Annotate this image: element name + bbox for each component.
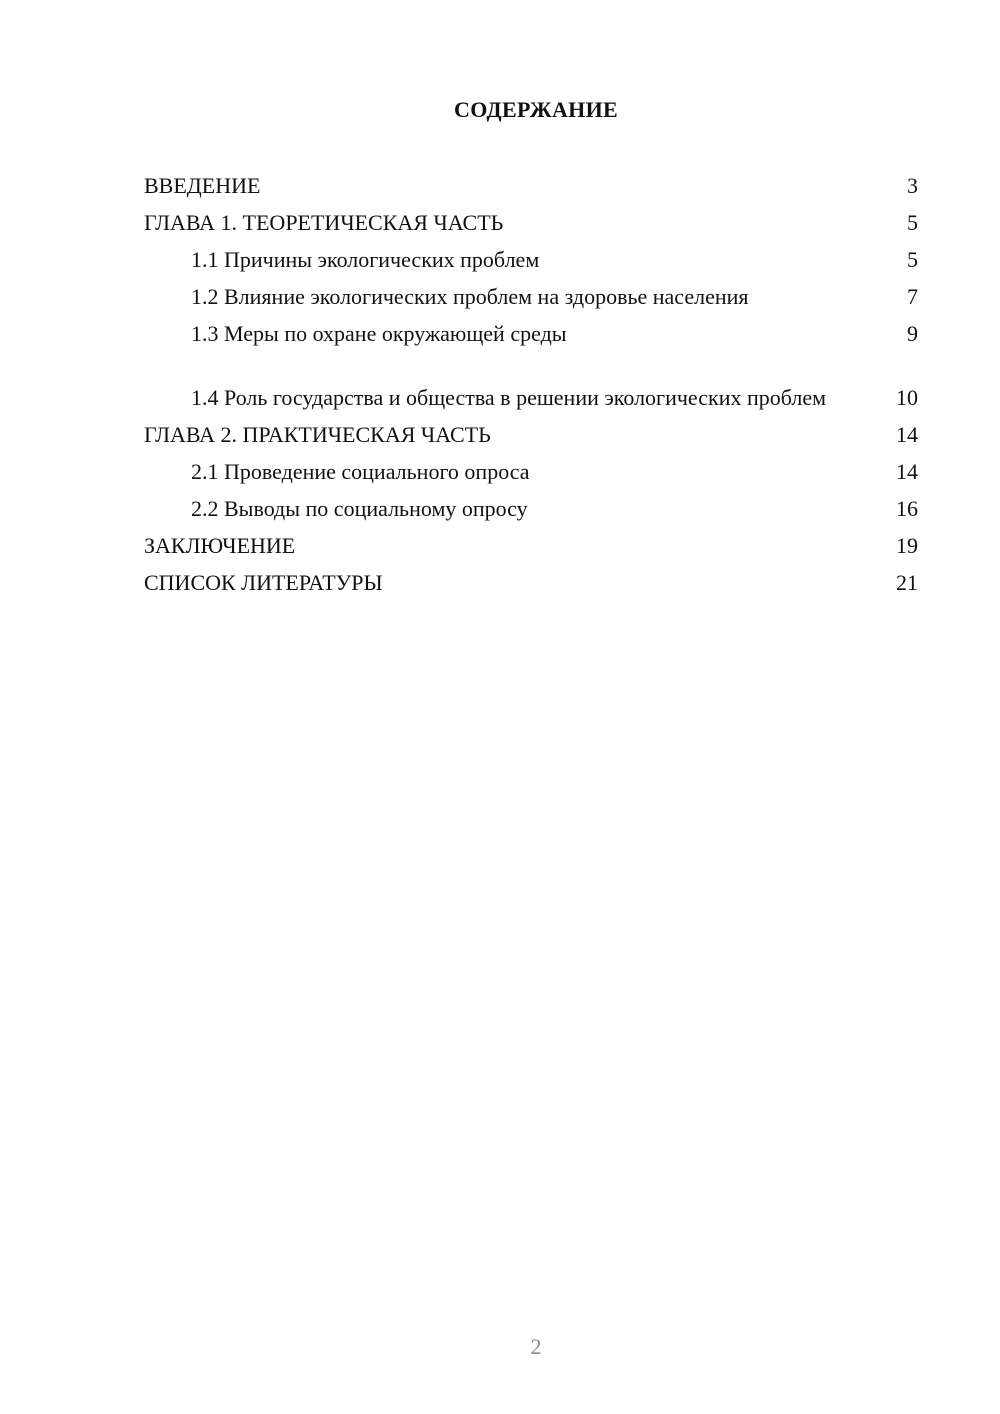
toc-entry-section-1-4[interactable] (144, 352, 918, 416)
table-of-contents (144, 167, 918, 601)
toc-entry-section-1-1[interactable] (144, 241, 918, 278)
toc-entry-section-2-1[interactable] (144, 453, 918, 490)
toc-entry-label: СПИСОК ЛИТЕРАТУРЫ (144, 570, 383, 595)
toc-entry-label: ГЛАВА 1. ТЕОРЕТИЧЕСКАЯ ЧАСТЬ (144, 210, 504, 235)
page-number: 2 (530, 1334, 542, 1359)
toc-title: СОДЕРЖАНИЕ (454, 97, 618, 122)
toc-entry-page: 5 (907, 210, 918, 235)
toc-entry-page: 21 (896, 570, 918, 595)
toc-entry-label: 2.2 Выводы по социальному опросу (191, 496, 528, 521)
toc-entry-page: 16 (896, 496, 918, 521)
toc-entry-conclusion[interactable] (144, 527, 918, 564)
toc-entry-section-2-2[interactable] (144, 490, 918, 527)
toc-entry-label: 1.1 Причины экологических проблем (191, 247, 540, 272)
toc-entry-chapter-2[interactable] (144, 416, 918, 453)
toc-entry-section-1-3[interactable] (144, 315, 918, 352)
toc-entry-label: 1.3 Меры по охране окружающей среды (191, 321, 567, 346)
toc-entry-page: 3 (907, 173, 918, 198)
toc-entry-references[interactable] (144, 564, 918, 601)
toc-entry-page: 5 (907, 247, 918, 272)
toc-entry-page: 19 (896, 533, 918, 558)
toc-entry-label: ГЛАВА 2. ПРАКТИЧЕСКАЯ ЧАСТЬ (144, 422, 491, 447)
toc-entry-page: 10 (896, 385, 918, 410)
toc-entry-page: 14 (896, 459, 918, 484)
toc-entry-introduction[interactable] (144, 167, 918, 204)
toc-entry-page: 7 (907, 284, 918, 309)
toc-entry-section-1-2[interactable] (144, 278, 918, 315)
toc-entry-label: ВВЕДЕНИЕ (144, 173, 261, 198)
toc-entry-page: 14 (896, 422, 918, 447)
toc-entry-label: 1.2 Влияние экологических проблем на здоровье населения (191, 284, 749, 309)
toc-entry-label: 2.1 Проведение социального опроса (191, 459, 530, 484)
toc-entry-label: ЗАКЛЮЧЕНИЕ (144, 533, 296, 558)
toc-entry-chapter-1[interactable] (144, 204, 918, 241)
toc-entry-label: 1.4 Роль государства и общества в решении экологических проблем (191, 385, 827, 410)
toc-entry-page: 9 (907, 321, 918, 346)
